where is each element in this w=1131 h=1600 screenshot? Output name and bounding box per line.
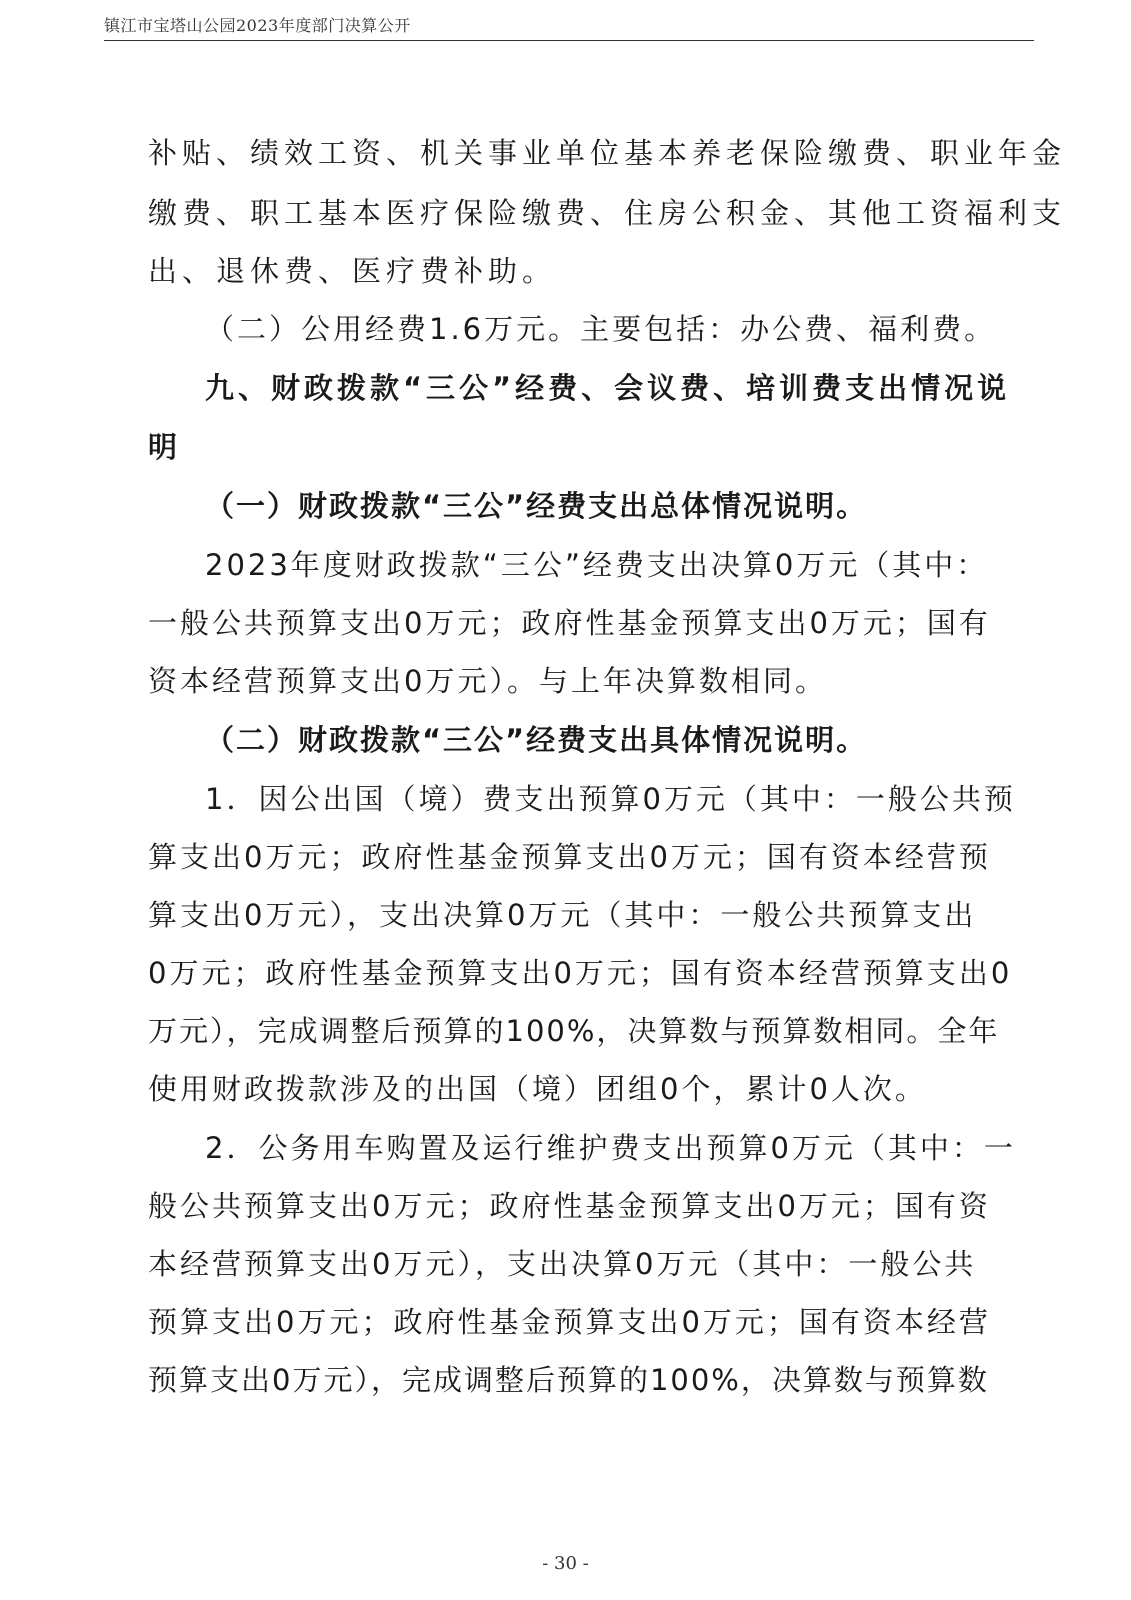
paragraph-line: 0万元；政府性基金预算支出0万元；国有资本经营预算支出0 [148, 956, 1013, 990]
page-number: - 30 - [542, 1553, 589, 1574]
section-heading: 九、财政拨款“三公”经费、会议费、培训费支出情况说 [205, 371, 1011, 405]
paragraph-line: 2023年度财政拨款“三公”经费支出决算0万元（其中： [205, 548, 989, 582]
paragraph-line: 资本经营预算支出0万元）。与上年决算数相同。 [148, 664, 827, 698]
list-item-line: 2．公务用车购置及运行维护费支出预算0万元（其中：一 [205, 1131, 1016, 1165]
paragraph-line: 万元），完成调整后预算的100%，决算数与预算数相同。全年 [148, 1014, 1000, 1048]
paragraph-line: 一般公共预算支出0万元；政府性基金预算支出0万元；国有 [148, 606, 991, 640]
paragraph-line: 算支出0万元；政府性基金预算支出0万元；国有资本经营预 [148, 840, 991, 874]
paragraph-line: 算支出0万元），支出决算0万元（其中：一般公共预算支出 [148, 898, 977, 932]
paragraph-line: 般公共预算支出0万元；政府性基金预算支出0万元；国有资 [148, 1189, 991, 1223]
paragraph-line: 预算支出0万元；政府性基金预算支出0万元；国有资本经营 [148, 1305, 991, 1339]
paragraph-line: 使用财政拨款涉及的出国（境）团组0个，累计0人次。 [148, 1072, 927, 1106]
paragraph-line: 补贴、绩效工资、机关事业单位基本养老保险缴费、职业年金 [148, 136, 1067, 170]
paragraph-line: 缴费、职工基本医疗保险缴费、住房公积金、其他工资福利支 [148, 196, 1067, 230]
paragraph-line: 本经营预算支出0万元），支出决算0万元（其中：一般公共 [148, 1247, 977, 1281]
paragraph-line: 预算支出0万元），完成调整后预算的100%，决算数与预算数 [148, 1363, 989, 1397]
section-subheading-funds: （二）公用经费1.6万元。主要包括：办公费、福利费。 [205, 312, 997, 346]
section-heading-continued: 明 [148, 430, 178, 464]
page-header [104, 10, 1034, 41]
subsection-heading: （一）财政拨款“三公”经费支出总体情况说明。 [205, 489, 868, 523]
list-item-line: 1．因公出国（境）费支出预算0万元（其中：一般公共预 [205, 782, 1016, 816]
paragraph-line: 出、退休费、医疗费补助。 [148, 254, 557, 288]
subsection-heading: （二）财政拨款“三公”经费支出具体情况说明。 [205, 723, 868, 757]
header-title: 镇江市宝塔山公园2023年度部门决算公开 [104, 16, 411, 35]
